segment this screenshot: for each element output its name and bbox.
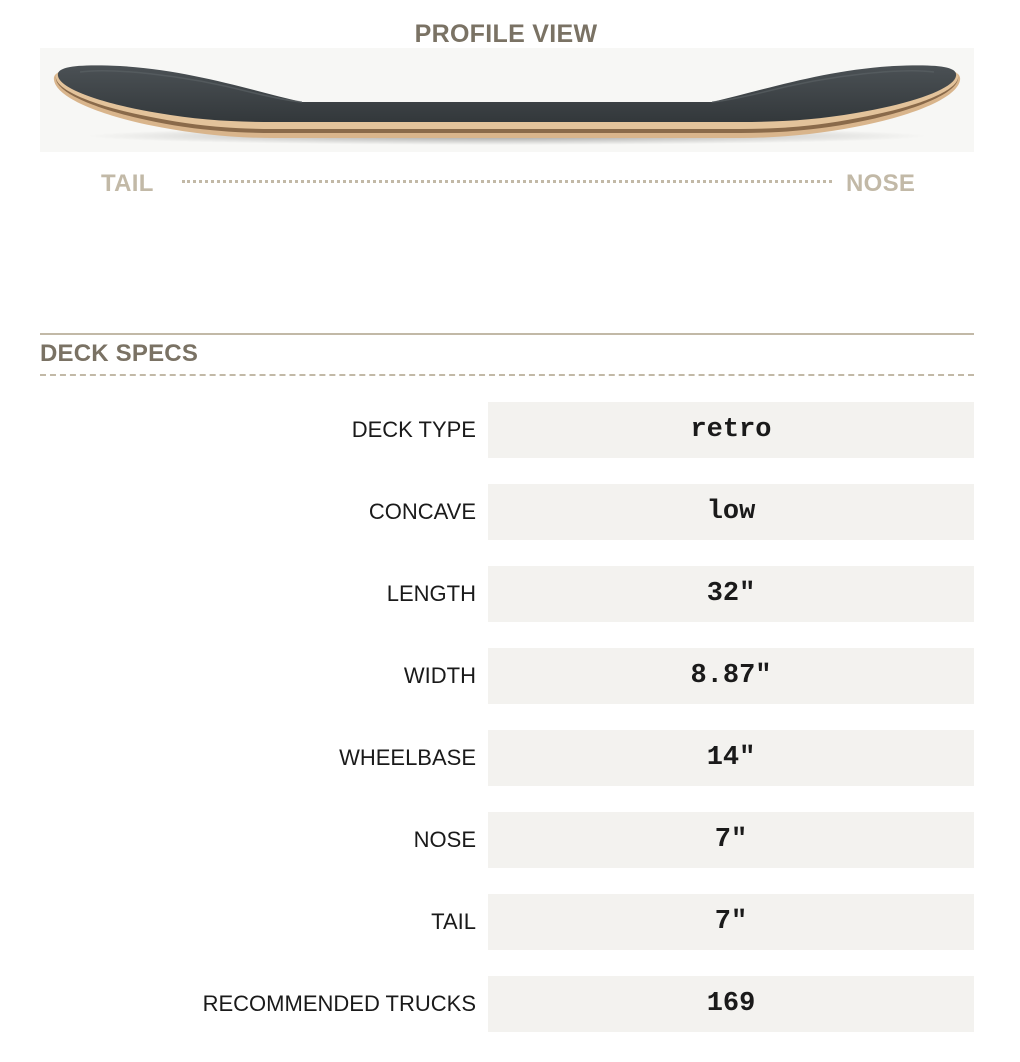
deck-profile-image (40, 48, 974, 152)
spec-label: DECK TYPE (351, 417, 476, 442)
spec-label: NOSE (413, 827, 476, 852)
spec-value: 8.87" (488, 648, 974, 704)
spec-value: 7" (488, 812, 974, 868)
spec-label: TAIL (431, 909, 476, 934)
spec-value: 7" (488, 894, 974, 950)
section-divider (40, 333, 974, 335)
spec-row-tail (40, 894, 974, 950)
deck-specs-title: DECK SPECS (40, 340, 199, 367)
spec-label: RECOMMENDED TRUCKS (202, 991, 476, 1016)
spec-label: WIDTH (403, 663, 476, 688)
spec-row-recommended-trucks (40, 976, 974, 1032)
spec-label: WHEELBASE (339, 745, 476, 770)
spec-label: LENGTH (386, 581, 476, 606)
spec-label: CONCAVE (368, 499, 476, 524)
tail-to-nose-dotted-line (182, 180, 832, 183)
spec-value: low (488, 484, 974, 540)
spec-row-concave (40, 484, 974, 540)
spec-row-nose (40, 812, 974, 868)
spec-value: 169 (488, 976, 974, 1032)
profile-title: PROFILE VIEW (414, 20, 598, 48)
spec-row-wheelbase (40, 730, 974, 786)
deck-specs-underline (40, 374, 974, 376)
nose-end-label: NOSE (846, 170, 916, 197)
spec-row-deck-type (40, 402, 974, 458)
spec-value: 14" (488, 730, 974, 786)
spec-row-length (40, 566, 974, 622)
spec-value: 32" (488, 566, 974, 622)
tail-end-label: TAIL (101, 170, 154, 197)
spec-row-width (40, 648, 974, 704)
spec-value: retro (488, 402, 974, 458)
